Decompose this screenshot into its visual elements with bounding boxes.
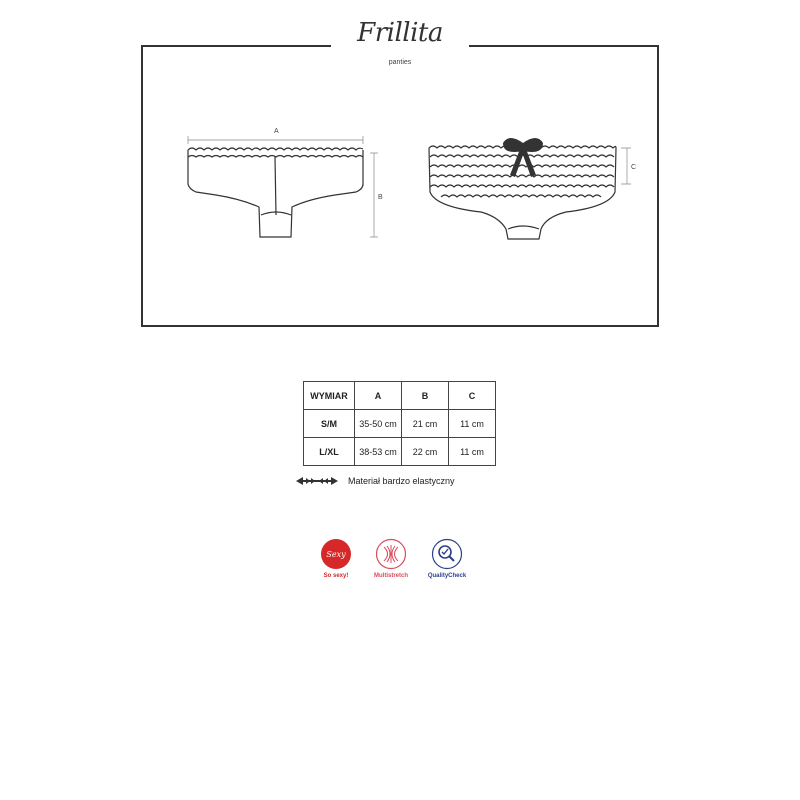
badge-label: Multistretch	[373, 573, 408, 579]
badge-label: So sexy!	[323, 573, 349, 579]
panties-technical-drawing	[141, 47, 659, 325]
row-size: L/XL	[304, 438, 355, 466]
size-table	[303, 381, 496, 466]
dimension-c-label: C	[631, 164, 637, 171]
row-c: 11 cm	[449, 438, 496, 466]
sexy-icon	[320, 538, 352, 570]
header-a: A	[355, 382, 402, 410]
header-b: B	[402, 382, 449, 410]
multistretch-icon	[375, 538, 407, 570]
row-a: 38-53 cm	[355, 438, 402, 466]
header-size: WYMIAR	[304, 382, 355, 410]
badge-quality-check	[407, 538, 487, 579]
material-note-text: Materiał bardzo elastyczny	[348, 476, 455, 486]
product-subtitle: panties	[388, 59, 412, 66]
row-size: S/M	[304, 410, 355, 438]
row-b: 22 cm	[402, 438, 449, 466]
back-view-sketch	[429, 146, 616, 239]
table-row	[304, 410, 496, 438]
badge-label: QualityCheck	[427, 573, 467, 579]
quality-check-icon	[431, 538, 463, 570]
brand-logo: Frillita	[357, 18, 443, 48]
row-b: 21 cm	[402, 410, 449, 438]
bow-detail	[503, 138, 543, 177]
table-row	[304, 438, 496, 466]
row-a: 35-50 cm	[355, 410, 402, 438]
stretch-arrows-icon	[296, 476, 338, 486]
material-note	[296, 474, 455, 488]
front-view-sketch	[188, 148, 363, 237]
header-c: C	[449, 382, 496, 410]
svg-text:Sexy: Sexy	[326, 550, 346, 559]
dimension-b-label: B	[378, 194, 383, 201]
dimension-a-label: A	[274, 128, 279, 135]
table-header-row	[304, 382, 496, 410]
row-c: 11 cm	[449, 410, 496, 438]
